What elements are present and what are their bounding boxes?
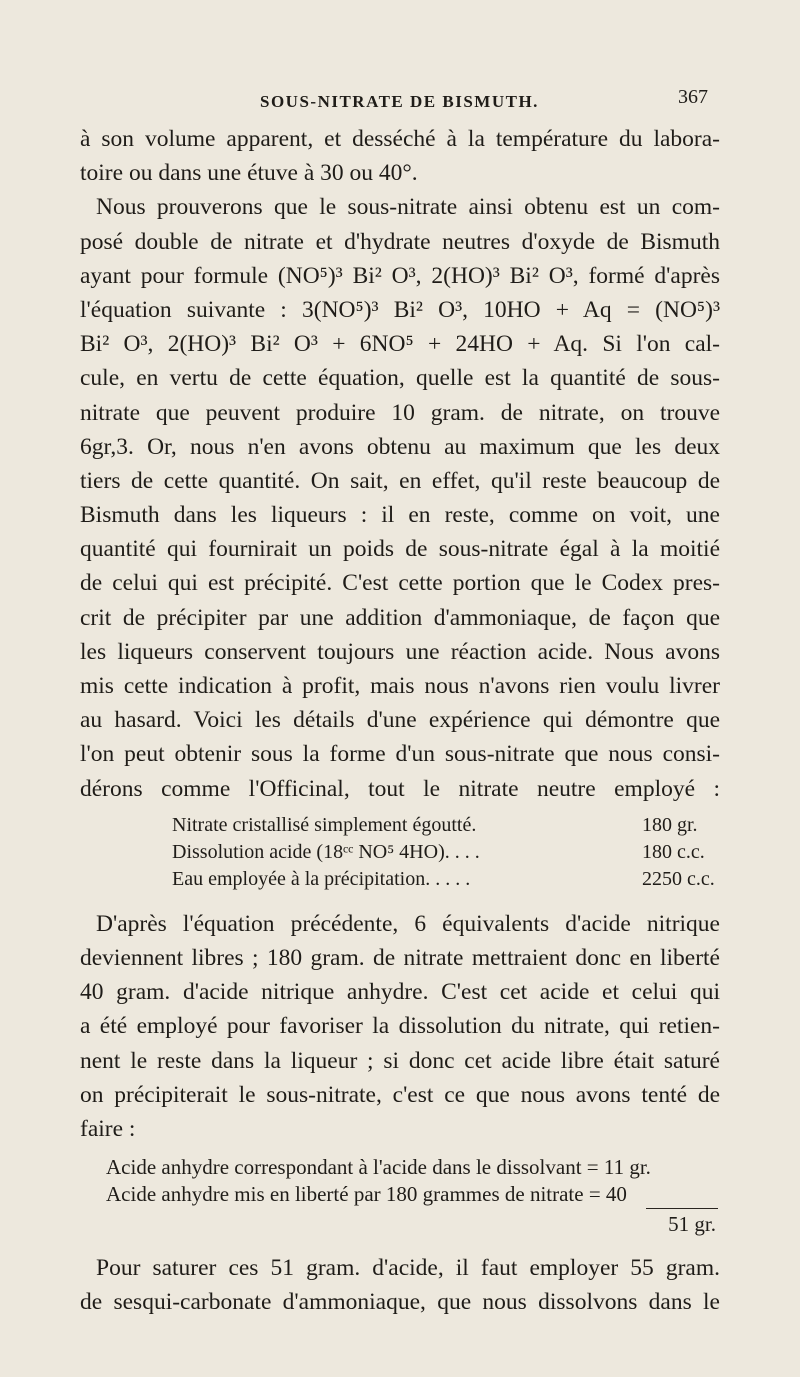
text-line: Bi² O³, 2(HO)³ Bi² O³ + 6NO⁵ + 24HO + Aq. Si l'on cal- [80, 331, 720, 358]
text-line: l'on peut obtenir sous la forme d'un sous-nitrate que nous consi- [80, 741, 720, 768]
ingredients-table [80, 812, 720, 893]
text-line: les liqueurs conservent toujours une réaction acide. Nous avons [80, 638, 720, 665]
text-line: de celui qui est précipité. C'est cette portion que le Codex pres- [80, 570, 720, 597]
text-line: 6gr,3. Or, nous n'en avons obtenu au maximum que les deux [80, 433, 720, 460]
running-title: SOUS-NITRATE DE BISMUTH. [260, 92, 539, 111]
paragraph-4 [80, 1251, 720, 1319]
text-line: crit de précipiter par une addition d'ammoniaque, de façon que [80, 604, 720, 631]
text-line: Pour saturer ces 51 gram. d'acide, il faut employer 55 gram. [96, 1255, 720, 1282]
table-label: Nitrate cristallisé simplement égoutté. [172, 813, 477, 836]
text-line: a été employé pour favoriser la dissolution du nitrate, qui retien- [80, 1013, 720, 1040]
text-line: de sesqui-carbonate d'ammoniaque, que nous dissolvons dans le [80, 1289, 720, 1316]
text-line: quantité qui fournirait un poids de sous-nitrate égal à la moitié [80, 536, 720, 563]
text-line: posé double de nitrate et d'hydrate neutres d'oxyde de Bismuth [80, 228, 720, 255]
text-line: toire ou dans une étuve à 30 ou 40°. [80, 160, 418, 187]
text-line: on précipiterait le sous-nitrate, c'est ce que nous avons tenté de [80, 1081, 720, 1108]
text-line: D'après l'équation précédente, 6 équivalents d'acide nitrique [96, 910, 720, 937]
table-value: 180 c.c. [642, 840, 705, 863]
text-line: Nous prouverons que le sous-nitrate ainsi obtenu est un com- [96, 194, 720, 221]
text-line: nent le reste dans la liqueur ; si donc cet acide libre était saturé [80, 1047, 720, 1074]
text-line: dérons comme l'Officinal, tout le nitrate neutre employé : [80, 775, 720, 802]
text-line: ayant pour formule (NO⁵)³ Bi² O³, 2(HO)³ Bi² O³, formé d'après [80, 262, 720, 289]
text-line: deviennent libres ; 180 gram. de nitrate mettraient donc en liberté [80, 944, 720, 971]
text-line: nitrate que peuvent produire 10 gram. de nitrate, on trouve [80, 399, 720, 426]
page-number: 367 [678, 86, 708, 108]
paragraph-1 [80, 122, 720, 190]
paragraph-3 [80, 907, 720, 1146]
table-value: 180 gr. [642, 813, 698, 836]
text-line: mis cette indication à profit, mais nous n'avons rien voulu livrer [80, 673, 720, 699]
table-row [80, 866, 720, 893]
table-row [80, 839, 720, 866]
running-head [80, 86, 720, 120]
acid-calculation [80, 1154, 720, 1239]
calculation-row: Acide anhydre correspondant à l'acide dans le dissolvant = 11 gr. [106, 1155, 651, 1180]
table-label: Dissolution acide (18ᶜᶜ NO⁵ 4HO). . . . [172, 840, 480, 863]
paragraph-2 [80, 190, 720, 805]
text-line: l'équation suivante : 3(NO⁵)³ Bi² O³, 10HO + Aq = (NO⁵)³ [80, 296, 720, 323]
calculation-row: Acide anhydre mis en liberté par 180 grammes de nitrate = 40 [106, 1182, 627, 1207]
text-line: tiers de cette quantité. On sait, en effet, qu'il reste beaucoup de [80, 467, 720, 494]
table-value: 2250 c.c. [642, 867, 715, 890]
text-line: cule, en vertu de cette équation, quelle est la quantité de sous- [80, 365, 720, 392]
text-line: Bismuth dans les liqueurs : il en reste, comme on voit, une [80, 502, 720, 529]
table-row [80, 812, 720, 839]
table-label: Eau employée à la précipitation. . . . . [172, 867, 471, 890]
text-line: à son volume apparent, et desséché à la température du labora- [80, 126, 720, 152]
text-line: au hasard. Voici les détails d'une expérience qui démontre que [80, 707, 720, 734]
page-body [80, 122, 720, 1319]
calculation-total: 51 gr. [668, 1212, 716, 1237]
text-line: 40 gram. d'acide nitrique anhydre. C'est cet acide et celui qui [80, 979, 720, 1006]
text-line: faire : [80, 1115, 136, 1142]
